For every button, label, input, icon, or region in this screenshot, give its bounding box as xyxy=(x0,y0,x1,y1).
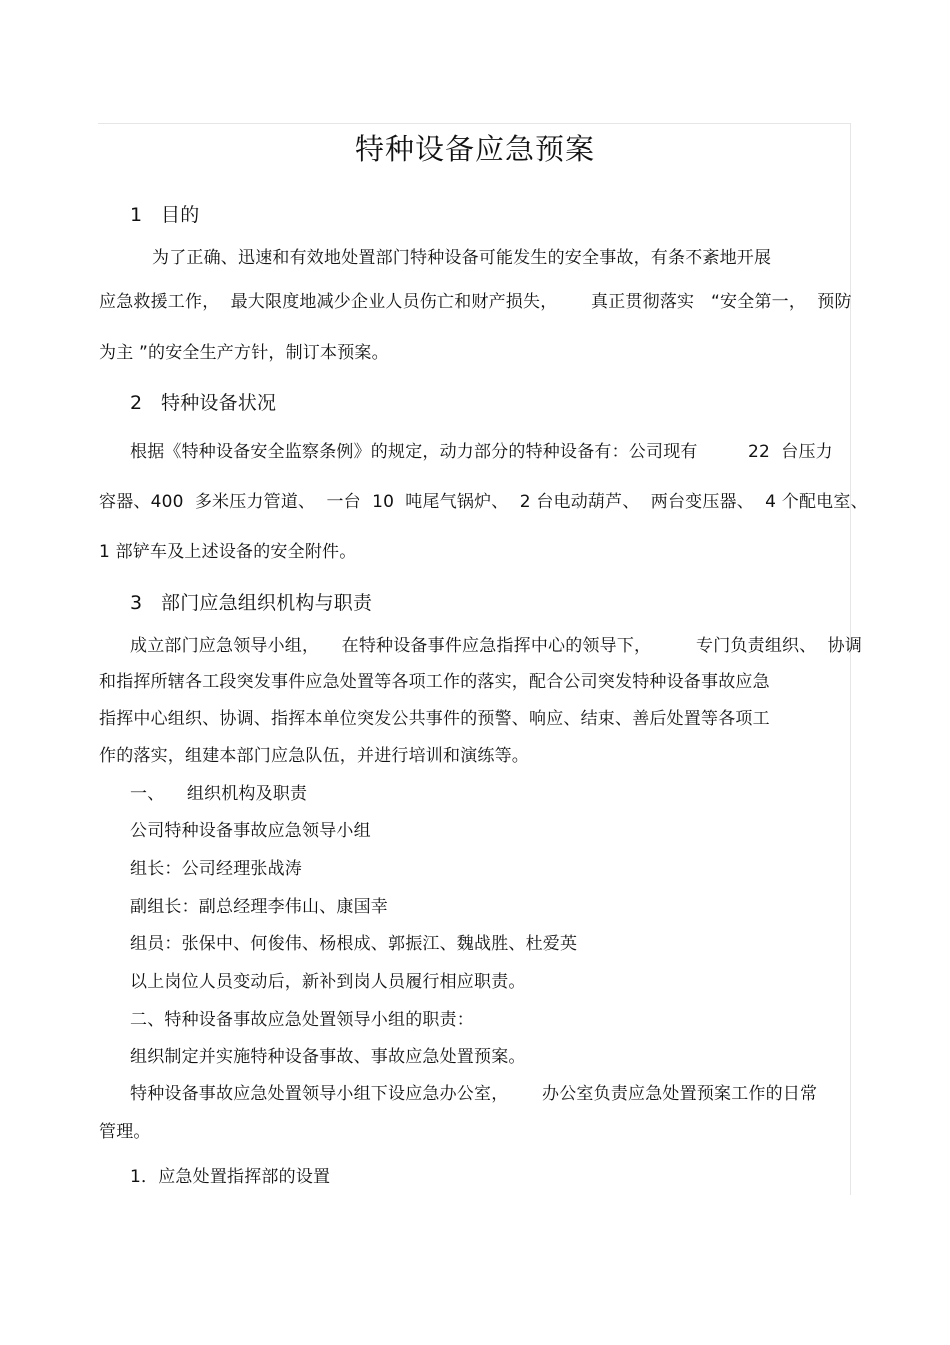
section-2-heading: 2 特种设备状况 xyxy=(130,392,277,414)
paragraph-line: 副组长：副总经理李伟山、康国幸 xyxy=(130,897,388,917)
subheading-line: 1．应急处置指挥部的设置 xyxy=(130,1167,331,1187)
section-1-heading: 1 目的 xyxy=(130,204,200,226)
subheading-line: 二、特种设备事故应急处置领导小组的职责： xyxy=(130,1010,474,1030)
section-3-heading: 3 部门应急组织机构与职责 xyxy=(130,592,373,614)
paragraph-line: 根据《特种设备安全监察条例》的规定，动力部分的特种设备有：公司现有 22 台压力 xyxy=(130,442,833,462)
paragraph-line: 以上岗位人员变动后，新补到岗人员履行相应职责。 xyxy=(130,972,526,992)
paragraph-line: 组织制定并实施特种设备事故、事故应急处置预案。 xyxy=(130,1047,526,1067)
paragraph-line: 指挥中心组织、协调、指挥本单位突发公共事件的预警、响应、结束、善后处置等各项工 xyxy=(99,709,770,729)
paragraph-line: 组员：张保中、何俊伟、杨根成、郭振江、魏战胜、杜爱英 xyxy=(130,934,578,954)
paragraph-line: 成立部门应急领导小组， 在特种设备事件应急指挥中心的领导下， 专门负责组织、 协调 xyxy=(130,636,863,656)
paragraph-line: 为了正确、迅速和有效地处置部门特种设备可能发生的安全事故，有条不紊地开展 xyxy=(152,248,772,268)
document-title: 特种设备应急预案 xyxy=(354,132,595,166)
paragraph-line: 管理。 xyxy=(99,1122,151,1142)
paragraph-line: 组长：公司经理张战涛 xyxy=(130,859,302,879)
page-border-top xyxy=(98,123,850,124)
paragraph-line: 作的落实，组建本部门应急队伍，并进行培训和演练等。 xyxy=(99,746,529,766)
paragraph-line: 1 部铲车及上述设备的安全附件。 xyxy=(99,542,357,562)
paragraph-line: 特种设备事故应急处置领导小组下设应急办公室， 办公室负责应急处置预案工作的日常 xyxy=(130,1084,818,1104)
page-border-right xyxy=(850,123,851,1195)
subheading-line: 一、 组织机构及职责 xyxy=(130,784,308,804)
paragraph-line: 容器、400 多米压力管道、 一台 10 吨尾气锅炉、 2 台电动葫芦、 两台变压器、 4 个配电室、 xyxy=(99,492,868,512)
paragraph-line: 为主 ”的安全生产方针，制订本预案。 xyxy=(99,343,389,363)
paragraph-line: 公司特种设备事故应急领导小组 xyxy=(130,821,371,841)
paragraph-line: 和指挥所辖各工段突发事件应急处置等各项工作的落实，配合公司突发特种设备事故应急 xyxy=(99,672,770,692)
paragraph-line: 应急救援工作， 最大限度地减少企业人员伤亡和财产损失， 真正贯彻落实 “安全第一， 预防 xyxy=(99,292,852,312)
